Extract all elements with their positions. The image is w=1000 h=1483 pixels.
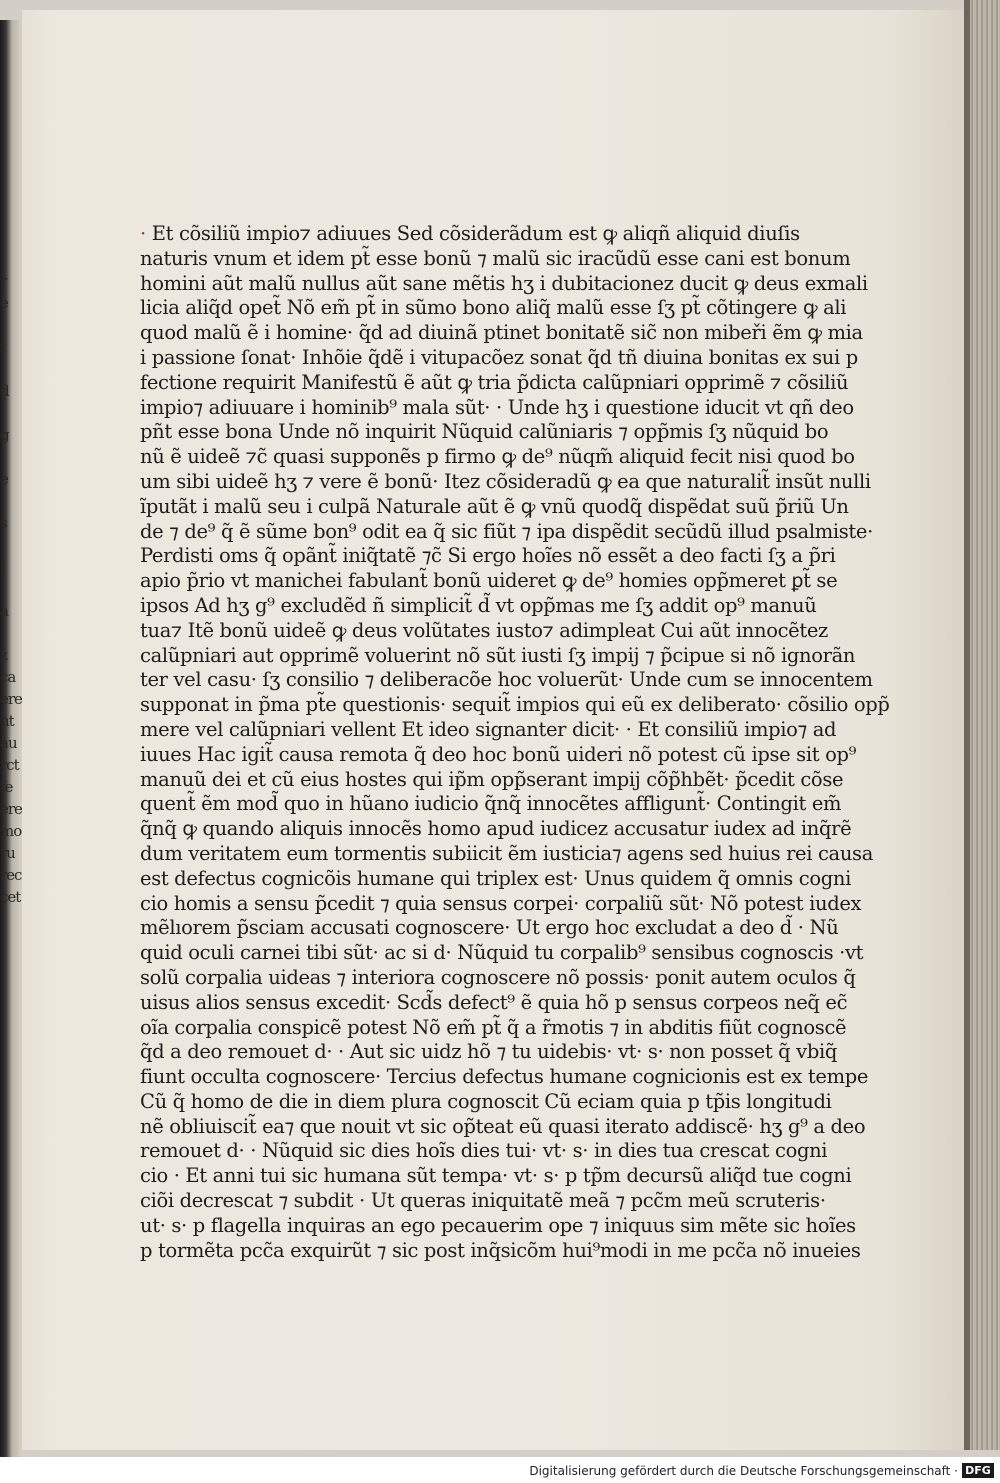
text-line [140,1015,847,1041]
text-line-content: apio p̃rio vt manichei fabulant̃ bonũ uideret ꝙ de⁹ homies opp̃meret ꝑt̃ se [140,569,838,593]
text-line-content: uisus alios sensus excedit· Scd̃s defect⁹ ẽ quia hõ p sensus corpeos neq̃ ec̃ [140,990,848,1014]
text-line [140,519,873,545]
margin-fragment [0,534,16,556]
text-line [140,891,862,917]
dfg-logo-icon: DFG [962,1463,994,1478]
margin-fragment: rct [0,756,19,774]
text-line-content: um sibi uideẽ hʒ ⁊ vere ẽ bonũ· Itez cõsideradũ ꝙ ea que naturalit̃ insũt nulli [140,469,871,493]
text-line-content: q̃d a deo remouet d· · Aut sic uidz hõ ⁊ tu uidebis· vt· s· non posset q̃ vbiq̃ [140,1040,837,1064]
text-line-content: oĩa corpalia conspicẽ potest Nõ em̃ pt̃ q̃ a r̃motis ⁊ in abditis fiũt cognoscẽ [140,1015,847,1039]
text-line-content: quod malũ ẽ i homine· q̃d ad diuinã ptinet bonitatẽ sic̃ non mibeři ẽm ꝙ mia [140,321,863,345]
main-text-column [140,222,890,1263]
margin-fragment: g [0,426,9,444]
margin-fragment: i [0,558,4,576]
margin-fragment: z [0,646,7,664]
margin-fragment: r [0,272,7,290]
margin-fragment: i [0,338,4,356]
text-line-content: supponat in p̃ma pt̃e questionis· sequit̃ impios qui eũ ex deliberato· cõsilio opp̃ [140,693,890,717]
margin-fragment: ca [0,668,16,686]
text-line-content: Et cõsiliũ impio⁊ adiuues Sed cõsiderãdum est ꝙ aliqñ aliquid diuſis [151,222,800,245]
margin-fragment: mo [0,822,22,840]
manuscript-page [22,10,964,1450]
text-line-content: naturis vnum et idem pt̃ esse bonũ ⁊ malũ sic iracũdũ esse cani est bonum [140,246,851,270]
margin-fragment: au [0,734,17,752]
text-line [140,1089,832,1115]
text-line [140,767,844,793]
text-line [140,370,849,396]
text-line-content: pñt esse bona Unde nõ inquirit Nũquid calũniaris ⁊ opp̃mis ſʒ nũquid bo [140,420,829,444]
margin-fragment [0,314,16,336]
text-line [140,1238,861,1264]
text-line [140,469,871,495]
text-line-content: ipsos Ad hʒ g⁹ excludẽd ñ simplicit̃ d̃ vt opp̃mas me ſʒ addit op⁹ manuũ [140,593,817,617]
book-page-edges-right [964,0,1000,1450]
text-line [140,445,855,470]
text-line [140,494,849,520]
text-line-content: nũ ẽ uideẽ ⁊c̃ quasi supponẽs p firmo ꝙ de⁹ nũqm̃ aliquid fecit nisi quod bo [140,445,855,469]
text-line-content: solũ corpalia uideas ⁊ interiora cognoscere nõ possis· ponit autem oculos q̃ [140,965,856,989]
text-line [140,1040,837,1065]
margin-fragment: nt [0,712,14,730]
text-line-content: tua⁊ Itẽ bonũ uideẽ ꝙ deus volũtates iusto⁊ adimpleat Cui aũt innocẽtez [140,618,828,642]
text-line-content: Perdisti oms q̃ opãnt̃ iniq̃tatẽ ⁊c̃ Si ergo hoĩes nõ essẽt a deo facti ſʒ a p̃ri [140,544,836,568]
margin-fragment: rec [0,866,22,884]
text-line-content: cio homis a sensu p̃cedit ⁊ quia sensus corpei· corpaliũ sũt· Nõ potest iudex [140,891,862,915]
text-line [140,544,836,569]
text-line [140,618,828,644]
digitization-credit: Digitalisierung gefördert durch die Deutsche Forschungsgemeinschaft · [529,1464,958,1478]
text-line-content: licia aliq̃d opet̃ Nõ em̃ pt̃ in sũmo bono aliq̃ malũ esse ſʒ pt̃ cõtingere ꝙ ali [140,296,847,320]
text-line [140,395,854,421]
text-line-content: remouet d· · Nũquid sic dies hoĩs dies tui· vt· s· in dies tua crescat cogni [140,1139,828,1163]
margin-fragment: ere [0,690,22,708]
text-line [140,717,837,743]
text-line-content: mẽlıorem p̃sciam accusati cognoscere· Ut ergo hoc excludat a deo d̃ · Nũ [140,916,839,940]
text-line [140,420,829,445]
text-line-content: impio⁊ adiuuare i hominib⁹ mala sũt· · Unde hʒ i questione iducit vt qñ deo [140,395,854,419]
margin-fragment: fe [0,778,13,796]
text-line-content: de ⁊ de⁹ q̃ ẽ sũme bon⁹ odit ea q̃ sic fiũt ⁊ ipa dispẽdit secũdũ illud psalmiste· [140,519,873,543]
text-line [140,643,856,669]
text-line-content: manuũ dei et cũ eius hostes qui ip̃m opp̃serant impij cõp̃hbẽt· p̃cedit cõse [140,767,844,791]
text-line [140,1139,828,1164]
text-line [140,345,858,371]
text-line [140,742,857,768]
margin-fragment [0,578,16,600]
margin-fragment: d [0,382,9,400]
text-line [140,965,856,991]
text-line [140,792,842,817]
text-line-content: Cũ q̃ homo de die in diem plura cognoscit Cũ eciam quia p tp̃is longitudi [140,1089,832,1113]
margin-fragment: s [0,514,7,532]
text-line-content: i passione ſonat· Inhõie q̃dẽ i vitupacõez sonat q̃d tñ diuina bonitas ex sui p [140,345,858,369]
text-line-content: ut· s· p flagella inquiras an ego pecauerim ope ⁊ iniquus sim mẽte sic hoĩes [140,1213,856,1237]
facing-page-margin-text [0,270,22,1150]
text-line [140,1114,866,1140]
text-line-content: mere vel calũpniari vellent Et ideo signanter dicit· · Et consiliũ impio⁊ ad [140,717,837,741]
margin-fragment: ere [0,800,22,818]
text-line [140,321,863,346]
footer-bar [0,1457,1000,1483]
text-line [140,990,848,1016]
text-line-content: fectione requirit Manifestũ ẽ aũt ꝙ tria p̃dicta calũpniari opprimẽ ⁊ cõsiliũ [140,370,849,394]
text-line [140,1213,856,1239]
margin-fragment [0,490,16,512]
text-line [140,593,817,619]
text-line [140,1164,852,1189]
text-line [140,916,839,941]
margin-fragment: cet [0,888,21,906]
text-line [140,668,873,693]
margin-fragment: a [0,602,8,620]
text-line-content: homini aũt malũ nullus aũt sane mẽtis hʒ i dubitacionez ducit ꝙ deus exmali [140,271,868,295]
text-line-content: cio · Et anni tui sic humana sũt tempa· vt· s· p tp̃m decursũ aliq̃d tue cogni [140,1164,852,1188]
text-line-content: ter vel casu· ſʒ consilio ⁊ deliberacõe hoc voluerũt· Unde cum se innocentem [140,668,873,692]
margin-fragment [0,358,16,380]
text-line [140,1065,869,1090]
text-line-content: p tormẽta pcc̃a exquirũt ⁊ sic post inq̃sicõm hui⁹modi in me pcc̃a nõ inueies [140,1238,861,1262]
text-line-content: ĩputãt i malũ seu i culpã Naturale aũt ẽ ꝙ vnũ quodq̃ dispẽdat suũ p̃riũ Un [140,494,849,518]
text-line [140,693,890,718]
text-line-content: nẽ obliuiscit̃ ea⁊ que nouit vt sic op̃teat eũ quasi iterato addiscẽ· hʒ g⁹ a deo [140,1114,866,1138]
text-line [140,817,852,842]
margin-fragment: e [0,470,8,488]
text-line-content: ciõi decrescat ⁊ subdit · Ut queras iniquitatẽ meã ⁊ pcc̃m meũ scruteris· [140,1189,826,1213]
margin-fragment: e [0,294,8,312]
text-line [140,296,847,321]
text-line-content: dum veritatem eum tormentis subiicit ẽm iusticia⁊ agens sed huius rei causa [140,841,873,865]
text-line-content: est defectus cognicõis humane qui triplex est· Unus quidem q̃ omnis cogni [140,866,851,890]
text-line [140,1189,826,1214]
text-line-content: quent̃ ẽm mod̃ quo in hũano iudicio q̃nq̃ innocẽtes affligunt̃· Contingit em̃ [140,792,842,816]
text-line [140,271,868,297]
text-line-content: quid oculi carnei tibi sũt· ac si d· Nũquid tu corpalib⁹ sensibus cognoscis ·vt [140,941,864,965]
text-line-content: calũpniari aut opprimẽ voluerint nõ sũt iusti ſʒ impij ⁊ p̃cipue si nõ ignorãn [140,643,856,667]
text-line-content: q̃nq̃ ꝙ quando aliquis innocẽs homo apud iudicez accusatur iudex ad inq̃rẽ [140,817,852,841]
text-line [140,246,851,272]
text-line [140,941,864,966]
margin-fragment [0,446,16,468]
rubric-mark: · [140,222,146,245]
text-line-content: iuues Hac igit̃ causa remota q̃ deo hoc bonũ uideri nõ potest cũ ipse sit op⁹ [140,742,857,766]
text-line [140,222,800,247]
text-line [140,866,851,892]
text-line [140,841,873,867]
text-line-content: fiunt occulta cognoscere· Tercius defectus humane cognicionis est ex tempe [140,1065,869,1089]
text-line [140,569,838,594]
margin-fragment: ru [0,844,15,862]
margin-fragment [0,402,16,424]
margin-fragment [0,622,16,644]
